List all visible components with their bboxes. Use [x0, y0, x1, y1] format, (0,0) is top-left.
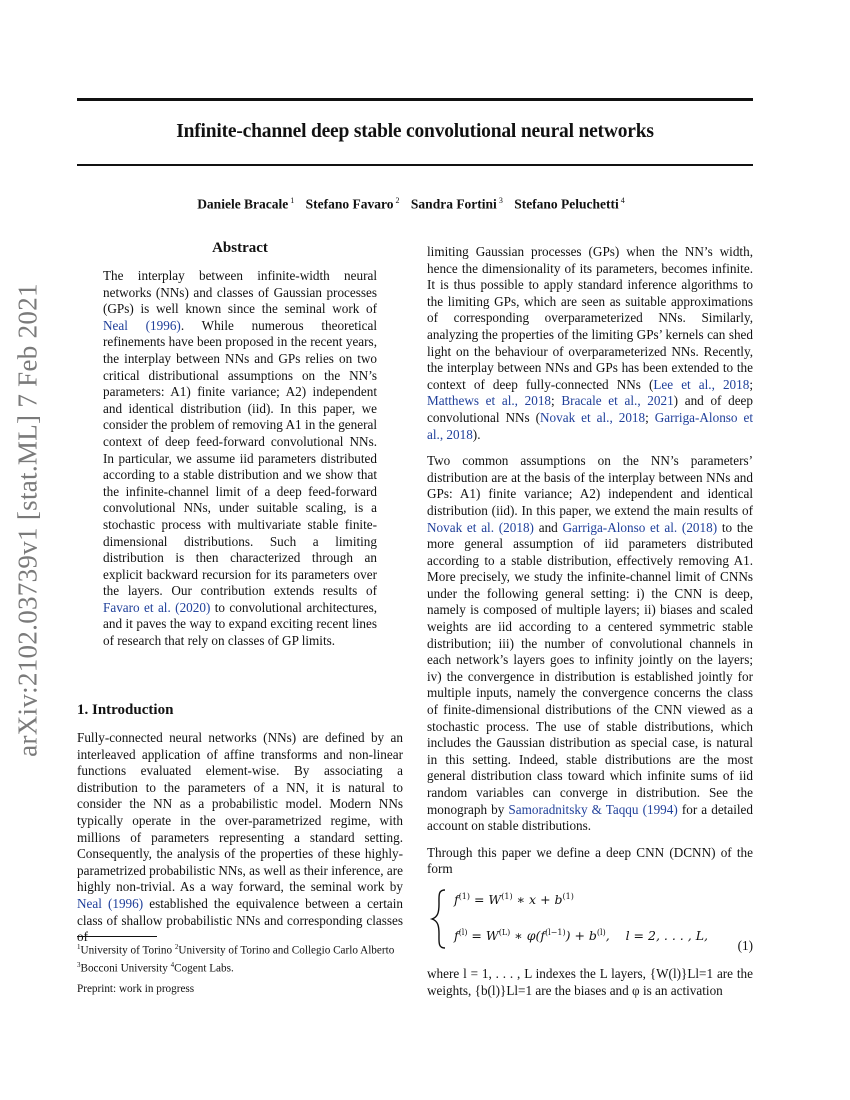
author-affiliation: 4	[620, 196, 625, 205]
footnote-mark: 3	[77, 961, 81, 970]
affiliation-text: Cogent Labs.	[174, 962, 234, 975]
paragraph	[427, 244, 753, 443]
author-name: Daniele Bracale	[197, 196, 289, 212]
citation-link[interactable]: Garriga-Alonso et al., 2018	[427, 409, 753, 442]
author-name: Stefano Favaro	[305, 196, 394, 212]
footnote-mark: 1	[77, 943, 81, 951]
abstract-body	[103, 268, 377, 650]
title-rule-bottom	[77, 164, 753, 166]
body-text: for a detailed account on stable distributions.	[427, 801, 753, 834]
abstract-text: to convolutional architectures, and it paves the way to expand exciting recent lines of research that rely on classes of GP limits.	[103, 599, 378, 649]
author-list	[77, 196, 753, 213]
section-heading-introduction: 1. Introduction	[77, 702, 174, 718]
separator: ;	[645, 409, 655, 425]
citation-link[interactable]: Garriga-Alonso et al. (2018)	[562, 519, 718, 535]
body-text: to the more general assumption of iid parameters distributed according to a stable distribution, effectively removing A1. More precisely, we study the infinite-channel limit of CNNs under the following general setting: i) the CNN is deep, namely is composed of multiple layers; ii) biases and scaled weights are iid according to a centered symmetric stable distribution; iii) the number of convolutional channels in each network’s layers goes to infinity jointly on the layers; iv) the convergence in distribution is established jointly for multiple inputs, namely the convergence concerns the class of finite-dimensional distributions of the CNN viewed as a stochastic process. The use of stable distributions, which includes the Gaussian distribution as special case, is natural in this setting. Indeed, stable distributions are the most general distribution class toward which infinite sums of iid random variables can converge in distribution. See the monograph by	[427, 519, 753, 817]
author-name: Stefano Peluchetti	[514, 196, 619, 212]
footnote-mark: 2	[174, 943, 179, 951]
paper-title: Infinite-channel deep stable convolutional neural networks	[176, 121, 654, 142]
paragraph-after-equation: where l = 1, . . . , L indexes the L layers, {W(l)}Ll=1 are the weights, {b(l)}Ll=1 are the biases and φ is an activation	[427, 966, 753, 998]
citation-link[interactable]: Matthews et al., 2018	[427, 393, 552, 409]
body-text: ) and of deep convolutional NNs (	[427, 393, 753, 425]
footnote-rule	[77, 936, 157, 937]
preprint-note: Preprint: work in progress	[77, 983, 195, 995]
citation-link[interactable]: Bracale et al., 2021	[561, 393, 674, 409]
citation-link[interactable]: Lee et al., 2018	[653, 376, 750, 392]
abstract-text: . While numerous theoretical refinements have been proposed in the recent years, the interplay between NNs and GPs relies on two critical distributional assumptions on the NN’s parameters: A1) finite variance; A2) independent and identical distribution (iid). In this paper, we consider the problem of removing A1 in the general context of deep feed-forward convolutional NNs. In particular, we assume iid parameters distributed according to a stable distribution and we show that the infinite-channel limit of a deep feed-forward convolutional NNs, under suitable scaling, is a stochastic process with multivariate stable finite-dimensional distributions. Such a limiting distribution is then characterized through an explicit backward recursion for its parameters over the layers. Our contribution extends results of	[103, 317, 377, 599]
body-text: ).	[472, 426, 481, 442]
paragraph: Through this paper we define a deep CNN (DCNN) of the form	[427, 844, 753, 877]
body-text: limiting Gaussian processes (GPs) when the NN’s width, hence the dimensionality of its parameters, becomes infinite. It is thus possible to apply standard inference algorithms to the limiting GPs, which are seen as suitable approximations of corresponding overparameterized NNs. Similarly, analyzing the properties of the limiting GPs’ kernels can shed light on the behaviour of overparameterized NNs. Recently, the interplay between NNs and GPs has been extended to the context of deep fully-connected NNs (	[427, 244, 753, 392]
citation-link[interactable]: Novak et al., 2018	[540, 409, 646, 425]
affiliation-text: University of Torino	[80, 944, 175, 957]
equation-line-1: $f^{(1)} = W^{(1)}$ ∗ $x + b^{(1)}$	[454, 892, 574, 908]
citation-link[interactable]: Novak et al. (2018)	[427, 519, 534, 535]
affiliation-footnote	[77, 940, 403, 976]
equation-dcnn	[427, 888, 753, 953]
arxiv-stamp	[6, 270, 50, 770]
author-affiliation: 1	[290, 196, 295, 205]
footnote-mark: 4	[170, 961, 175, 970]
author-affiliation: 2	[395, 196, 400, 205]
left-brace-icon	[427, 888, 451, 950]
right-column	[427, 244, 753, 888]
arxiv-stamp-text: arXiv:2102.03739v1 [stat.ML] 7 Feb 2021	[12, 283, 43, 757]
citation-link[interactable]: Neal (1996)	[103, 317, 181, 333]
equation-number: (1)	[737, 938, 753, 953]
equation-line-2: $f^{(l)} = W^{(L)}$ ∗ $\varphi(f^{(l-1)}) + b^{(l)}$, l = 2, . . . , L,	[454, 928, 708, 944]
paragraph	[427, 453, 753, 835]
abstract-text: The interplay between infinite-width neural networks (NNs) and classes of Gaussian processes (GPs) is well known since the seminal work of	[103, 268, 377, 317]
citation-link[interactable]: Favaro et al. (2020)	[103, 599, 211, 615]
body-text: established the equivalence between a certain class of shallow probabilistic NNs and corresponding classes	[77, 895, 403, 928]
citation-link[interactable]: Samoradnitsky & Taqqu (1994)	[508, 801, 678, 817]
affiliation-text: University of Torino and Collegio Carlo Alberto	[178, 944, 395, 957]
body-text: and	[533, 519, 563, 535]
separator: ;	[749, 376, 753, 392]
separator: ;	[551, 393, 562, 409]
body-text: Fully-connected neural networks (NNs) are defined by an interleaved application of affine transforms and non-linear functions evaluated element-wise. By associating a distribution to the parameters of a NN, it is natural to consider the NN as a probabilistic model. Modern NNs typically operate in the over-parametrized regime, with millions of parameters representing a standard setting. Consequently, the analysis of the properties of these highly-parametrized probabilistic NNs, as well as their inference, are highly non-trivial. As a way forward, the seminal work by	[77, 730, 403, 895]
title-rule-top	[77, 98, 753, 101]
body-text: Two common assumptions on the NN’s parameters’ distribution are at the basis of the interplay between NNs and GPs: A1) finite variance; A2) independent and identical distribution (iid). In this paper, we extend the main results of	[427, 453, 753, 518]
author-name: Sandra Fortini	[410, 196, 497, 212]
affiliation-text: Bocconi University	[80, 962, 171, 975]
citation-link[interactable]: Neal (1996)	[77, 895, 144, 911]
introduction-body	[77, 730, 403, 946]
abstract-heading: Abstract	[212, 240, 268, 256]
author-affiliation: 3	[498, 196, 503, 205]
